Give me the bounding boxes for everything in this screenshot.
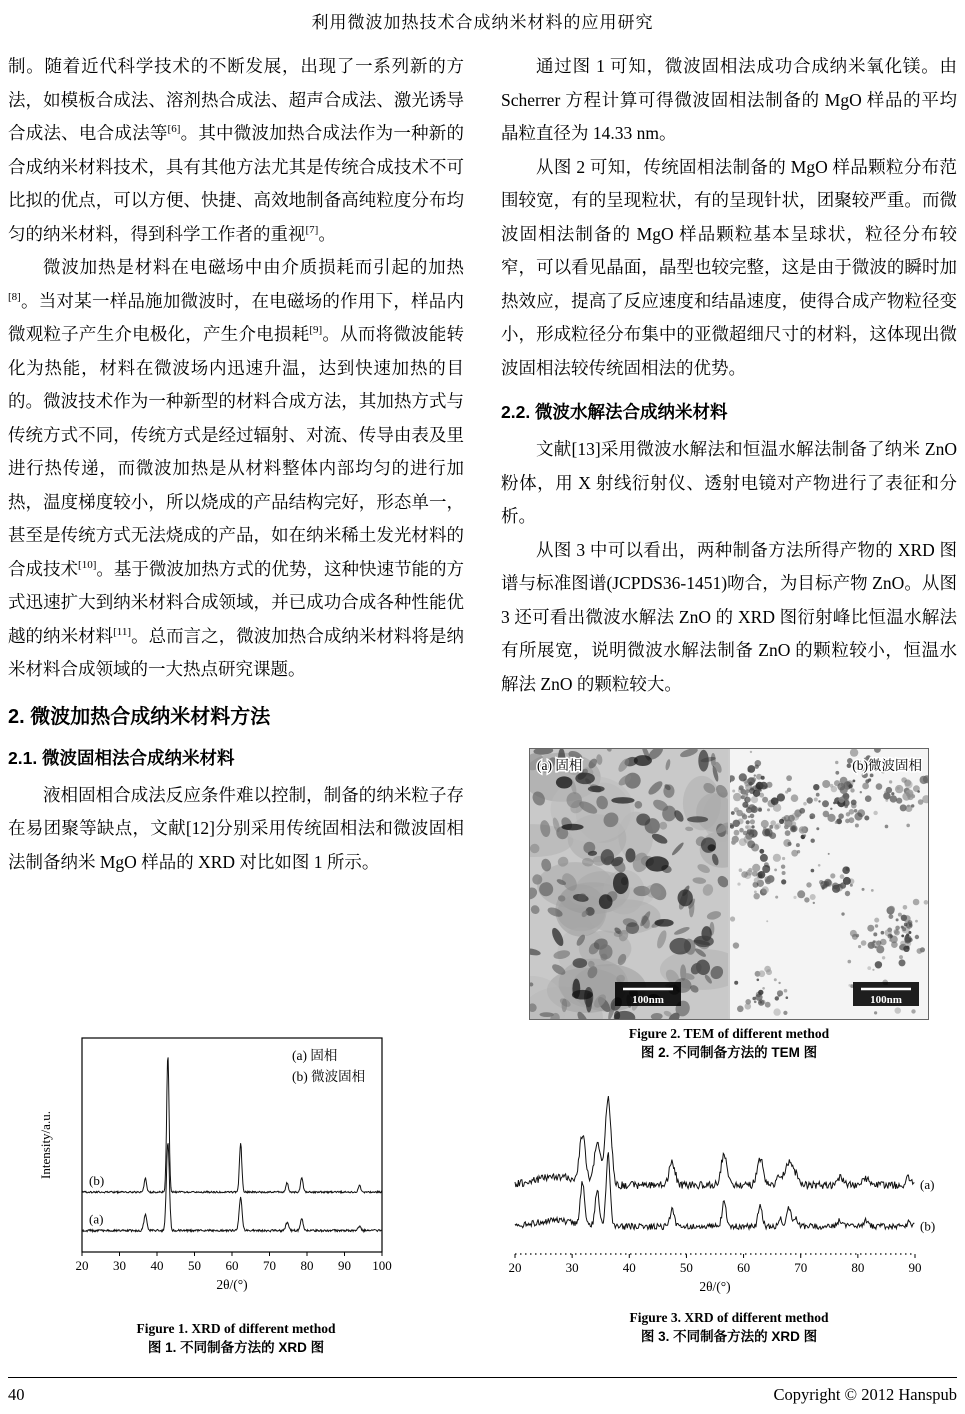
figure1-caption-en: Figure 1. XRD of different method — [136, 1321, 336, 1336]
svg-text:40: 40 — [622, 1260, 636, 1275]
citation-ref-8: [8] — [8, 290, 21, 303]
footer-divider — [8, 1377, 957, 1378]
svg-text:20: 20 — [75, 1258, 89, 1273]
svg-text:30: 30 — [113, 1258, 126, 1273]
svg-text:(a): (a) — [89, 1211, 104, 1227]
right-column — [501, 50, 957, 701]
figure3-caption — [501, 1308, 957, 1346]
svg-text:100nm: 100nm — [632, 994, 664, 1006]
text-segment: 。当对某一样品施加微波时，在电磁场的作用下，样品内微观粒子产生介电极化，产生介电损耗 — [8, 290, 464, 344]
svg-text:100nm: 100nm — [870, 994, 902, 1006]
svg-text:90: 90 — [338, 1258, 351, 1273]
paragraph-zno-hydrolysis-intro: 文献[13]采用微波水解法和恒温水解法制备了纳米 ZnO 粉体，用 X 射线衍射仪、透射电镜对产物进行了表征和分析。 — [501, 439, 957, 526]
section-heading-2: 2. 微波加热合成纳米材料方法 — [8, 705, 271, 728]
svg-text:80: 80 — [300, 1258, 314, 1273]
svg-text:60: 60 — [737, 1260, 751, 1275]
paragraph-mgo-xrd-intro: 液相固相合成法反应条件难以控制，制备的纳米粒子存在易团聚等缺点，文献[12]分别采用传统固相法和微波固相法制备纳米 MgO 样品的 XRD 对比如图 1 所示。 — [8, 784, 464, 872]
svg-text:(b) 微波固相: (b) 微波固相 — [292, 1069, 366, 1084]
svg-text:80: 80 — [851, 1260, 865, 1275]
citation-ref-9: [9] — [309, 324, 323, 337]
svg-text:20: 20 — [508, 1260, 522, 1275]
svg-text:90: 90 — [908, 1260, 922, 1275]
section-heading-2-2: 2.2. 微波水解法合成纳米材料 — [501, 402, 728, 422]
right-figures-area — [501, 748, 957, 1346]
text-segment: 微波加热是材料在电磁场中由介质损耗而引起的加热 — [43, 257, 464, 277]
svg-text:(a) 固相: (a) 固相 — [537, 758, 583, 773]
figure3-xrd-chart — [501, 1076, 957, 1304]
figure1-caption-zh: 图 1. 不同制备方法的 XRD 图 — [147, 1340, 325, 1355]
section-heading-2-1: 2.1. 微波固相法合成纳米材料 — [8, 747, 235, 768]
paragraph-figure2-result: 从图 2 可知，传统固相法制备的 MgO 样品颗粒分布范围较宽，有的呈现粒状，有的呈现针状，团聚较严重。而微波固相法制备的 MgO 样品颗粒基本呈球状，粒径分布较窄，可以看见晶面，晶型也较完整，这是由于微波的瞬时加热效应，提高了反应速度和结晶速度，使得合成产物粒径变小，形成粒径分布集中的亚微超细尺寸的材料，这体现出微波固相法较传统固相法的优势。 — [501, 156, 957, 378]
text-segment: 制。随着近代科学技术的不断发展，出现了一系列新的方法，如模板合成法、溶剂热合成法、超声合成法、激光诱导合成法、电合成法等 — [8, 56, 464, 143]
svg-text:70: 70 — [263, 1258, 276, 1273]
running-head-title: 利用微波加热技术合成纳米材料的应用研究 — [311, 13, 654, 32]
svg-text:50: 50 — [188, 1258, 201, 1273]
paragraph-figure3-result: 从图 3 中可以看出，两种制备方法所得产物的 XRD 图谱与标准图谱(JCPDS36-1451)吻合，为目标产物 ZnO。从图 3 还可看出微波水解法 ZnO 的 XRD 图衍射峰比恒温水解法有所展宽，说明微波水解法制备 ZnO 的颗粒较小，恒温水解法 ZnO 的颗粒较大。 — [501, 539, 957, 694]
figure1-caption — [36, 1319, 436, 1357]
citation-ref-6: [6] — [167, 123, 181, 136]
svg-text:2θ/(°): 2θ/(°) — [216, 1277, 248, 1292]
svg-text:(a) 固相: (a) 固相 — [292, 1048, 338, 1063]
svg-text:60: 60 — [225, 1258, 239, 1273]
citation-ref-11: [11] — [113, 625, 132, 638]
svg-text:Intensity/a.u.: Intensity/a.u. — [38, 1111, 53, 1179]
svg-text:100: 100 — [372, 1258, 392, 1273]
text-segment: 。基于微波加热方式的优势，这种快速节能的方式迅速扩大到纳米材料合成领域，并已成功合成各种性能优越的纳米材料 — [8, 558, 465, 646]
citation-ref-10: [10] — [78, 558, 97, 571]
text-segment: 。总而言之，微波加热合成纳米材料将是纳米材料合成领域的一大热点研究课题。 — [8, 625, 465, 679]
text-segment: 。其中微波加热合成法作为一种新的合成纳米材料技术，具有其他方法尤其是传统合成技术不可比拟的优点，可以方便、快捷、高效地制备高纯粒度分布均匀的纳米材料，得到科学工作者的重视 — [8, 123, 465, 244]
text-segment: 。从而将微波能转化为热能，材料在微波场内迅速升温，达到快速加热的目的。微波技术作为一种新型的材料合成方法，其加热方式与传统方式不同，传统方式是经过辐射、对流、传导由表及里进行热传递，而微波加热是从材料整体内部均匀的进行加热，温度梯度较小，所以烧成的产品结构完好，形态单一，甚至是传统方式无法烧成的产品，如在纳米稀土发光材料的合成技术 — [8, 324, 465, 579]
svg-text:(b): (b) — [920, 1218, 936, 1234]
svg-text:30: 30 — [565, 1260, 579, 1275]
figure1-xrd-chart — [36, 1030, 406, 1310]
svg-text:(b): (b) — [89, 1173, 105, 1189]
svg-text:40: 40 — [150, 1258, 164, 1273]
figure3-caption-en: Figure 3. XRD of different method — [629, 1310, 829, 1325]
svg-text:50: 50 — [679, 1260, 693, 1275]
page-number: 40 — [8, 1385, 25, 1404]
left-column — [8, 50, 464, 879]
svg-text:(a): (a) — [920, 1177, 935, 1193]
figure3-caption-zh: 图 3. 不同制备方法的 XRD 图 — [640, 1329, 818, 1344]
copyright-notice: Copyright © 2012 Hanspub — [773, 1385, 957, 1404]
figure2-caption-en: Figure 2. TEM of different method — [628, 1026, 830, 1041]
figure2-tem-image — [529, 748, 929, 1020]
paragraph-figure1-result: 通过图 1 可知，微波固相法成功合成纳米氧化镁。由 Scherrer 方程计算可得微波固相法制备的 MgO 样品的平均晶粒直径为 14.33 nm。 — [501, 56, 957, 143]
svg-text:70: 70 — [794, 1260, 808, 1275]
text-segment: 。 — [318, 223, 336, 244]
svg-text:(b)微波固相: (b)微波固相 — [852, 758, 922, 773]
svg-text:2θ/(°): 2θ/(°) — [699, 1279, 731, 1294]
figure1 — [36, 1030, 436, 1357]
paragraph-synthesis-methods — [8, 50, 464, 251]
citation-ref-7: [7] — [305, 223, 319, 236]
figure2-caption-zh: 图 2. 不同制备方法的 TEM 图 — [640, 1045, 818, 1060]
figure2-caption — [501, 1024, 957, 1062]
paragraph-microwave-heating-principle — [8, 251, 464, 687]
